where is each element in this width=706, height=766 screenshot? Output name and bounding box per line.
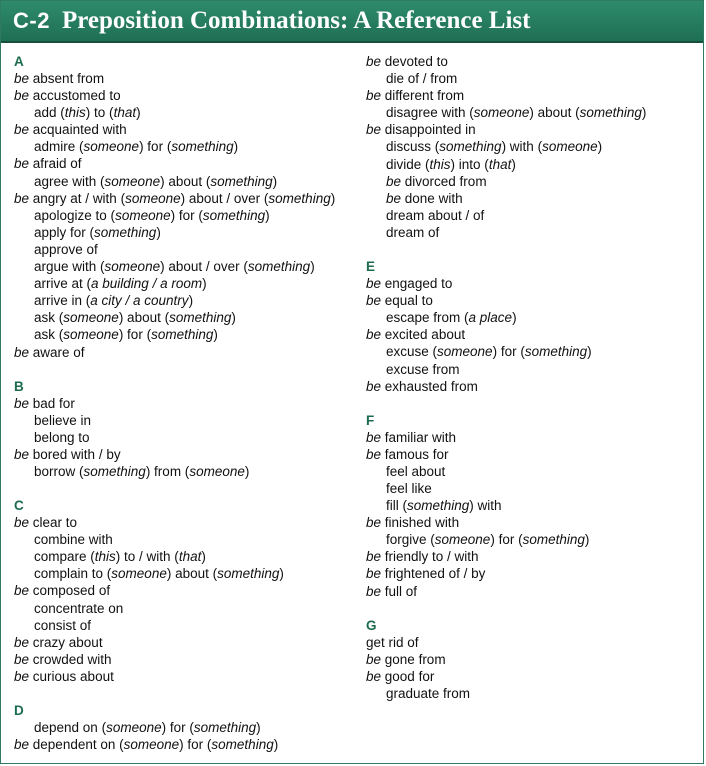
entry-item: be different from	[366, 88, 465, 104]
entry-item: be dependent on (someone) for (something)	[14, 737, 279, 753]
entry-item: be finished with	[366, 515, 460, 531]
entry-item: be bored with / by	[14, 446, 121, 462]
entry-item: be bad for	[14, 395, 75, 411]
section-gap	[366, 395, 701, 412]
entry-item: be clear to	[14, 515, 78, 531]
section-letter-e: E	[366, 259, 376, 275]
entry-item: borrow (something) from (someone)	[34, 463, 250, 479]
entry-item: feel about	[386, 463, 446, 479]
entry-item: believe in	[34, 412, 92, 428]
entry-item: be angry at / with (someone) about / over (something)	[14, 190, 336, 206]
entry-item: be composed of	[14, 583, 111, 599]
entry-item: be excited about	[366, 327, 466, 343]
entry-item: ask (someone) for (something)	[34, 327, 218, 343]
entry-item: be curious about	[14, 668, 114, 684]
entry-item: be full of	[366, 583, 418, 599]
entry-item: be divorced from	[386, 173, 487, 189]
entry-item: be acquainted with	[14, 122, 127, 138]
entry-item: be aware of	[14, 344, 85, 360]
entry-item: be engaged to	[366, 276, 453, 292]
entry-item: be done with	[386, 190, 463, 206]
entry-item: discuss (something) with (someone)	[386, 139, 603, 155]
entry-item: divide (this) into (that)	[386, 156, 516, 172]
entry-item: disagree with (someone) about (something)	[386, 105, 647, 121]
title-banner	[1, 1, 703, 43]
entry-item: be afraid of	[14, 156, 82, 172]
section-letter-g: G	[366, 617, 377, 633]
entry-item: be frightened of / by	[366, 566, 486, 582]
entry-item: compare (this) to / with (that)	[34, 549, 206, 565]
entry-item: excuse from	[386, 361, 460, 377]
entry-item: complain to (someone) about (something)	[34, 566, 284, 582]
section-gap	[366, 600, 701, 617]
entry-item: be famous for	[366, 446, 449, 462]
section-gap	[14, 480, 359, 497]
entry-item: belong to	[34, 429, 90, 445]
entry-item: add (this) to (that)	[34, 105, 141, 121]
entry-item: graduate from	[386, 685, 471, 701]
entry-item: be absent from	[14, 71, 105, 86]
entry-item: dream about / of	[386, 207, 485, 223]
entry-item: be good for	[366, 668, 435, 684]
entry-item: die of / from	[386, 71, 458, 87]
entry-item: escape from (a place)	[386, 310, 517, 326]
section-letter-c: C	[14, 498, 24, 514]
entry-item: admire (someone) for (something)	[34, 139, 239, 155]
entry-item: depend on (someone) for (something)	[34, 720, 261, 735]
entry-item: be accustomed to	[14, 88, 121, 104]
entry-item: be disappointed in	[366, 122, 476, 138]
section-gap	[14, 685, 359, 702]
section-letter-d: D	[14, 703, 24, 718]
entry-item: apologize to (someone) for (something)	[34, 207, 270, 223]
entry-item: get rid of	[366, 634, 419, 650]
entry-item: dream of	[386, 224, 440, 240]
entry-item: apply for (something)	[34, 224, 161, 240]
entry-item: forgive (someone) for (something)	[386, 532, 590, 548]
section-letter-b: B	[14, 378, 24, 394]
entry-item: be crowded with	[14, 651, 112, 667]
entry-item: fill (something) with	[386, 498, 502, 514]
entry-item: argue with (someone) about / over (something)	[34, 259, 315, 275]
entry-item: arrive in (a city / a country)	[34, 293, 194, 309]
section-letter-f: F	[366, 412, 375, 428]
entry-item: consist of	[34, 617, 92, 633]
entry-item: arrive at (a building / a room)	[34, 276, 207, 292]
entry-item: agree with (someone) about (something)	[34, 173, 278, 189]
section-gap	[14, 361, 359, 378]
right-column	[366, 53, 701, 702]
entry-item: be exhausted from	[366, 378, 478, 394]
entry-item: ask (someone) about (something)	[34, 310, 236, 326]
entry-item: be devoted to	[366, 54, 448, 69]
appendix-code: C-2	[13, 8, 50, 33]
entry-item: approve of	[34, 241, 98, 257]
page-title: Preposition Combinations: A Reference List	[61, 7, 531, 34]
entry-item: be friendly to / with	[366, 549, 479, 565]
entry-item: be familiar with	[366, 429, 457, 445]
entry-item: excuse (someone) for (something)	[386, 344, 592, 360]
section-gap	[366, 241, 701, 258]
entry-item: be gone from	[366, 651, 446, 667]
entry-item: feel like	[386, 480, 432, 496]
section-letter-a: A	[14, 54, 24, 69]
entry-item: concentrate on	[34, 600, 124, 616]
left-column	[14, 53, 359, 753]
entry-item: combine with	[34, 532, 113, 548]
entry-item: be equal to	[366, 293, 433, 309]
entry-item: be crazy about	[14, 634, 103, 650]
